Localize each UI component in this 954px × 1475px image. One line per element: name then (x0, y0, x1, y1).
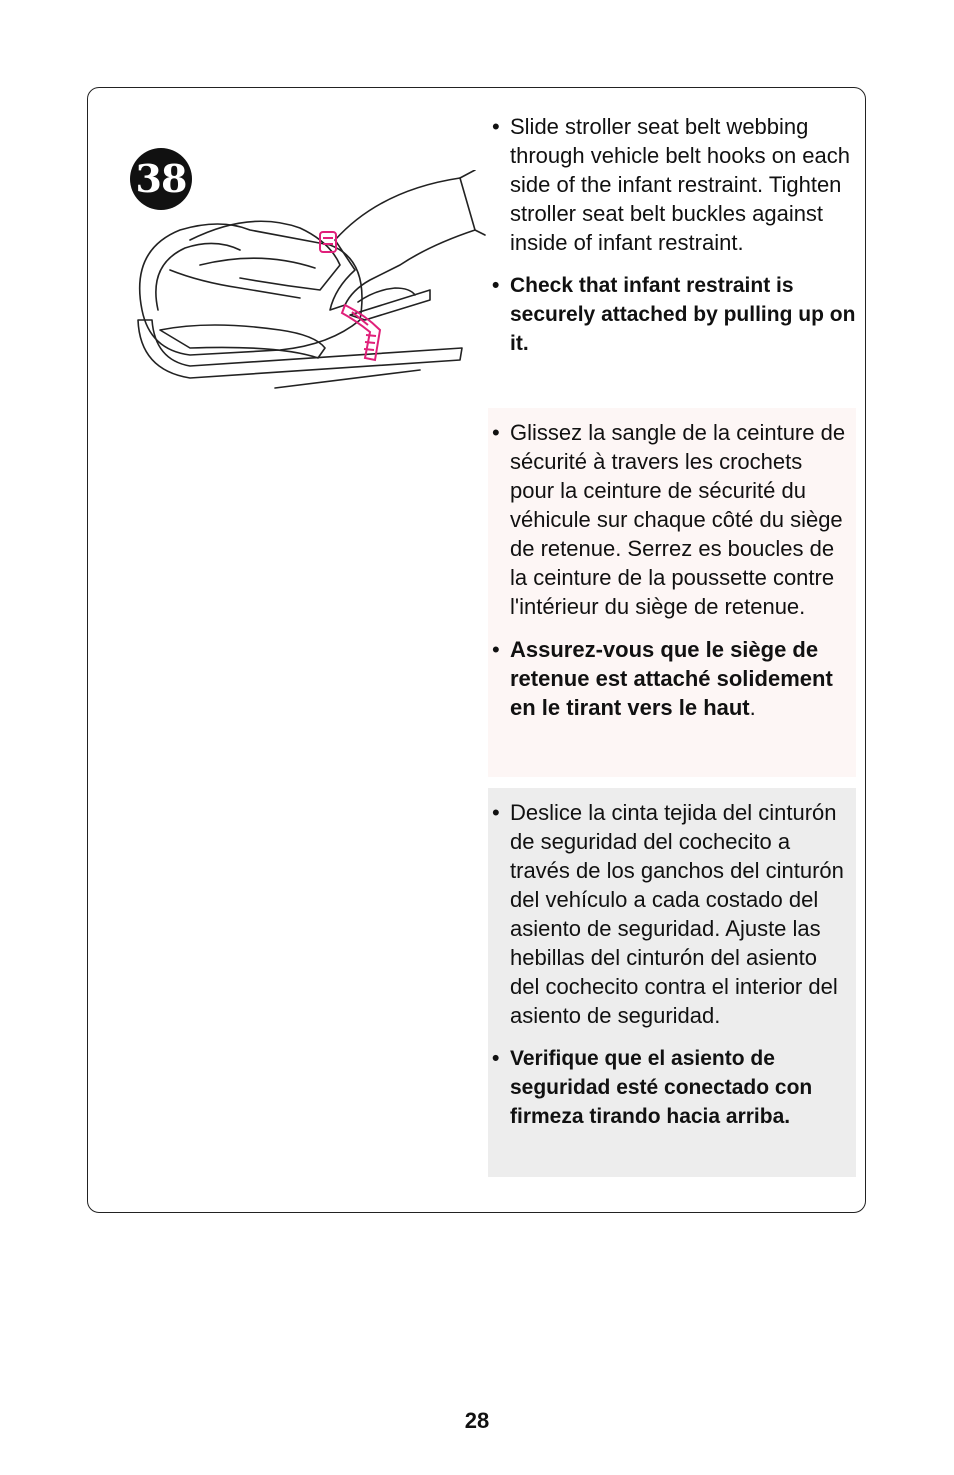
french-warning-period: . (749, 695, 756, 720)
english-section (488, 112, 856, 372)
english-instruction: • Slide stroller seat belt webbing through vehicle belt hooks on each side of the infant restraint. Tighten stroller seat belt buckles against inside of infant restraint. (488, 112, 856, 257)
step-number-badge: 38 (130, 148, 192, 210)
english-warning: • Check that infant restraint is securely attached by pulling up on it. (488, 271, 856, 358)
page-number: 28 (464, 1408, 490, 1433)
french-instruction: • Glissez la sangle de la ceinture de sécurité à travers les crochets pour la ceinture de sécurité du véhicule sur chaque côté du siège de retenue. Serrez es boucles de la ceinture de la poussette contre l'intérieur du siège de retenue. (488, 418, 850, 621)
spanish-warning: • Verifique que el asiento de seguridad esté conectado con firmeza tirando hacia arriba. (488, 1044, 850, 1131)
spanish-instruction: • Deslice la cinta tejida del cinturón de seguridad del cochecito a través de los ganchos del cinturón del vehículo a cada costado del asiento de seguridad. Ajuste las hebillas del cinturón del asiento del cochecito contra el interior del asiento de seguridad. (488, 798, 850, 1030)
french-warning: Assurez-vous que le siège de retenue est attaché solidement en le tirant vers le haut (510, 637, 833, 720)
french-section (488, 408, 856, 777)
infant-seat-illustration (130, 170, 490, 400)
spanish-section (488, 788, 856, 1177)
french-warning-paragraph (488, 635, 850, 722)
